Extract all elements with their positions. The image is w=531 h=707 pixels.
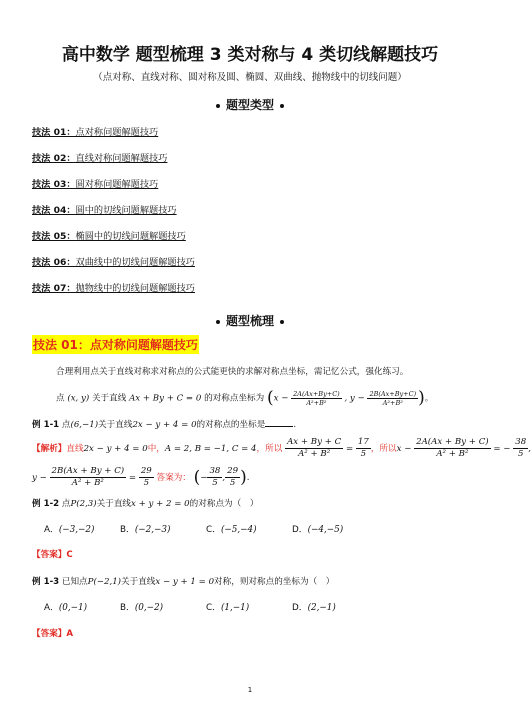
toc-item-02[interactable]: 技法 02：直线对称问题解题技巧 bbox=[32, 153, 168, 164]
answer-1-3: 【答案】A bbox=[32, 629, 74, 639]
option-a[interactable]: A．(0,−1) bbox=[44, 603, 88, 613]
section-heading-review: 题型梳理 bbox=[0, 312, 500, 329]
bullet-icon bbox=[280, 104, 284, 108]
toc-item-05[interactable]: 技法 05：椭圆中的切线问题解题技巧 bbox=[32, 231, 186, 242]
toc-item-06[interactable]: 技法 06：双曲线中的切线问题解题技巧 bbox=[32, 257, 195, 268]
solution-line-2: y − $\frac{2B(Ax + By + C)}{\text{A² + B²}}$ = $\frac{29}{5}$ 答案为： (− $\frac{38}{5}$ , $\frac{29}{5}$ ). bbox=[32, 466, 250, 488]
page-number: 1 bbox=[247, 686, 253, 694]
intro-text: 合理利用点关于直线对称求对称点的公式能更快的求解对称点坐标，需记忆公式，强化练习。 bbox=[56, 367, 409, 377]
option-d[interactable]: D．(2,−1) bbox=[292, 603, 336, 613]
technique-banner: 技法 01：点对称问题解题技巧 bbox=[32, 335, 199, 354]
option-b[interactable]: B．(−2,−3) bbox=[120, 525, 171, 535]
option-d[interactable]: D．(−4,−5) bbox=[292, 525, 344, 535]
page-title: 高中数学 题型梳理 3 类对称与 4 类切线解题技巧 bbox=[61, 45, 439, 65]
bullet-icon bbox=[280, 320, 284, 324]
option-b[interactable]: B．(0,−2) bbox=[120, 603, 164, 613]
toc-item-04[interactable]: 技法 04：圆中的切线问题解题技巧 bbox=[32, 205, 177, 216]
bullet-icon bbox=[216, 104, 220, 108]
toc-item-03[interactable]: 技法 03：圆对称问题解题技巧 bbox=[32, 179, 159, 190]
section-heading-types: 题型类型 bbox=[0, 96, 500, 113]
option-c[interactable]: C．(1,−1) bbox=[206, 603, 250, 613]
example-1-2: 例 1-2 点P(2,3)关于直线x + y + 2 = 0的对称点为（ ） bbox=[32, 499, 259, 509]
solution-line-1: 【解析】直线2x − y + 4 = 0中，A = 2, B = −1, C = 4，所以 $\frac{Ax + By + C}{\text{A² + B²}}$ = $\frac{17}{5}$ ，所以x − $\frac{2A(Ax + By + C)}{\text{A² + B²}}$ = − $\frac{38}{5}$ , bbox=[32, 437, 531, 459]
example-1-3: 例 1-3 已知点P(−2,1)关于直线x − y + 1 = 0对称，则对称点的坐标为（ ） bbox=[32, 577, 335, 587]
example-1-1: 例 1-1 点(6,−1)关于直线2x − y + 4 = 0的对称点的坐标是 . bbox=[32, 420, 297, 430]
answer-1-2: 【答案】C bbox=[32, 550, 73, 560]
toc-item-01[interactable]: 技法 01：点对称问题解题技巧 bbox=[32, 127, 159, 138]
page-subtitle: （点对称、直线对称、圆对称及圆、椭圆、双曲线、抛物线中的切线问题） bbox=[93, 72, 407, 83]
answer-blank bbox=[265, 418, 293, 427]
bullet-icon bbox=[216, 320, 220, 324]
formula-line: 点 (x, y) 关于直线 Ax + By + C = 0 的对称点坐标为 (x − $\frac{2A(Ax+By+C)}{\text{A²+B²}}$ , y − $\frac{2B(Ax+By+C)}{\text{A²+B²}}$ )。 bbox=[56, 388, 434, 408]
option-c[interactable]: C．(−5,−4) bbox=[206, 525, 257, 535]
option-a[interactable]: A．(−3,−2) bbox=[44, 525, 95, 535]
toc-item-07[interactable]: 技法 07：抛物线中的切线问题解题技巧 bbox=[32, 283, 195, 294]
